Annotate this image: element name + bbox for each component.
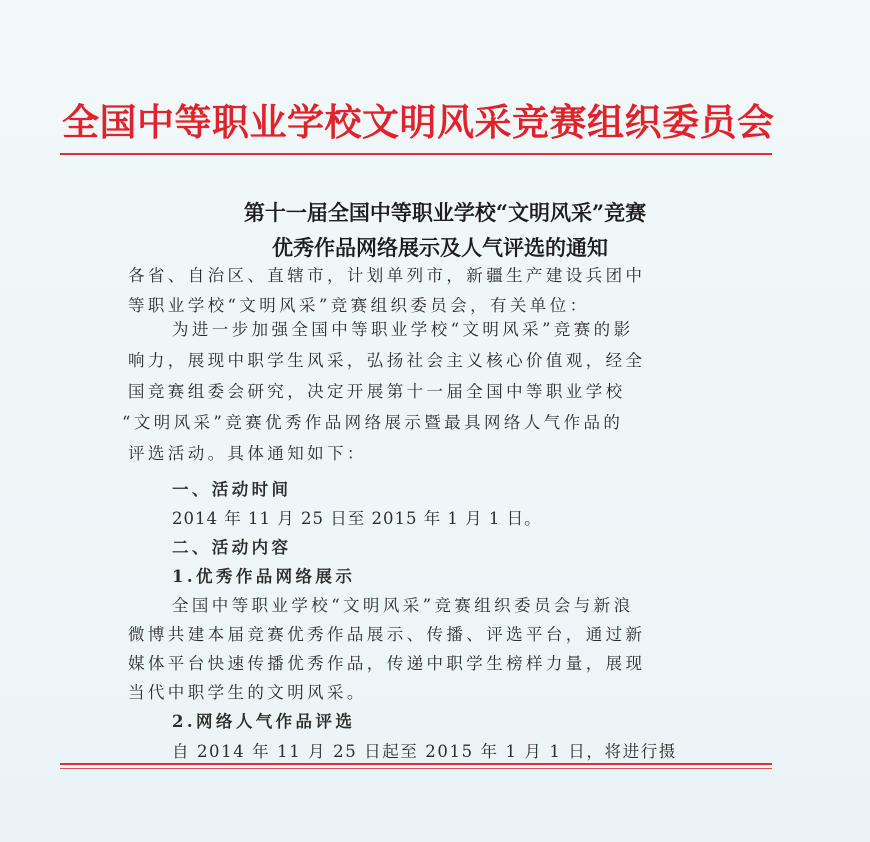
- notice-title-line-2: 优秀作品网络展示及人气评选的通知: [272, 235, 608, 260]
- notice-title-line-1: 第十一届全国中等职业学校“文明风采”竞赛: [243, 200, 647, 225]
- body-paragraph-line: 为进一步加强全国中等职业学校“文明风采”竞赛的影: [172, 320, 634, 339]
- footer-red-rule: [60, 763, 772, 765]
- organization-letterhead: 全国中等职业学校文明风采竞赛组织委员会: [62, 101, 775, 144]
- body-paragraph-line: 评选活动。具体通知如下：: [128, 444, 367, 463]
- body-paragraph-line-last: 自 2014 年 11 月 25 日起至 2015 年 1 月 1 日，将进行摄: [172, 742, 677, 761]
- subheading-online-showcase: 1.优秀作品网络展示: [172, 567, 356, 586]
- body-paragraph-line: 响力，展现中职学生风采，弘扬社会主义核心价值观，经全: [128, 351, 646, 370]
- addressee-line-1: 各省、自治区、直辖市，计划单列市，新疆生产建设兵团中: [128, 266, 646, 285]
- letterhead-red-rule: [60, 153, 772, 155]
- activity-dates: 2014 年 11 月 25 日至 2015 年 1 月 1 日。: [172, 509, 542, 528]
- subheading-popularity-vote: 2.网络人气作品评选: [172, 712, 356, 731]
- section-heading-activity-time: 一、活动时间: [172, 480, 292, 499]
- body-paragraph-line: 微博共建本届竞赛优秀作品展示、传播、评选平台，通过新: [128, 625, 646, 644]
- footer-red-rule-thin: [60, 768, 772, 769]
- body-paragraph-line: “文明风采”竞赛优秀作品网络展示暨最具网络人气作品的: [122, 413, 624, 432]
- body-paragraph-line: 媒体平台快速传播优秀作品，传递中职学生榜样力量，展现: [128, 654, 646, 673]
- body-paragraph-line: 国竞赛组委会研究，决定开展第十一届全国中等职业学校: [128, 382, 626, 401]
- addressee-line-2: 等职业学校“文明风采”竞赛组织委员会，有关单位：: [128, 296, 590, 315]
- body-paragraph-line: 当代中职学生的文明风采。: [128, 683, 367, 702]
- body-paragraph-line: 全国中等职业学校“文明风采”竞赛组织委员会与新浪: [172, 596, 634, 615]
- section-heading-activity-content: 二、活动内容: [172, 538, 292, 557]
